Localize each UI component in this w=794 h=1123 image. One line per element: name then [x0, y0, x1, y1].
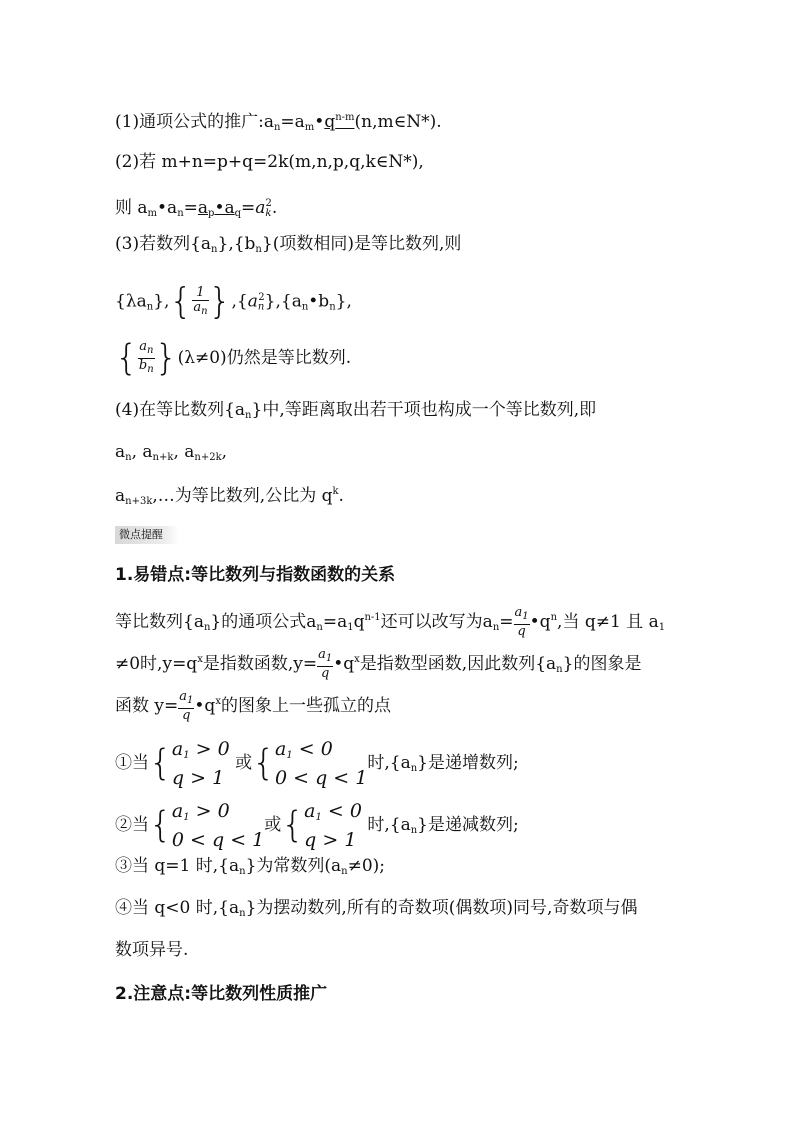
case-2: ②当{ $a_1 > 0$ 0 < q < 1 或{ $a_1 < 0$ q > 1 时$,\{a_n\}$是递减数列; [115, 800, 519, 851]
section-1-p1: 等比数列$\{a_n\}$的通项公式$a_n=a_1q^{n-1}$还可以改写为$a_n=$ $\frac{a_1}{q}$ $•q^n$,当 q≠1 且 $a_1$ [115, 605, 666, 639]
item-1-label: (1)通项公式的推广: [115, 112, 264, 132]
tip-badge: 微点提醒 [115, 526, 179, 544]
section-1-p3: 函数 y= $\frac{a_1}{q}$ $•q^x$的图象上一些孤立的点 [115, 689, 391, 723]
case-1: ①当{ $a_1 > 0$ q > 1 或{ $a_1 < 0$ 0 < q < 1 时$,\{a_n\}$是递增数列; [115, 738, 519, 789]
section-1-heading: 1.易错点:等比数列与指数函数的关系 [115, 565, 396, 585]
case-4-cont: 数项异号. [115, 940, 189, 960]
case-4: ④当 q<0 时$,\{a_n\}$为摆动数列,所有的奇数项(偶数项)同号,奇数项与偶 [115, 898, 638, 919]
case-3: ③当 q=1 时$,\{a_n\}$为常数列$(a_n\ne 0)$; [115, 856, 386, 877]
item-3-quotient: { $\frac{a_n}{b_n}$ }(λ≠0)仍然是等比数列. [115, 337, 352, 379]
item-3: (3)若数列$\{a_n\},\{b_n\}$(项数相同)是等比数列,则 [115, 234, 462, 255]
section-1-p2: ≠0时$,y=q^x$是指数函数,y= $\frac{a_1}{q}$ $•q^x$是指数型函数,因此数列$\{a_n\}$的图象是 [115, 647, 642, 681]
item-2: (2)若 m+n=p+q=2k(m,n,p,q,k∈N*), [115, 152, 424, 172]
item-4-conclusion: $a_{n+3k},\dots$为等比数列,公比为 $q^k$. [115, 486, 344, 507]
item-1: (1)通项公式的推广$:a_n=a_m•q^{n-m}(n,m\in N*)$. [115, 112, 442, 133]
item-3-sequences: $\{\lambda a_n\}$,{ $\frac{1}{a_n}$ }$,\{a_n^2\},\{a_n•b_n\}$, [115, 281, 352, 322]
item-4-terms: $a_n$, $a_{n+k}$, $a_{n+2k}$, [115, 442, 228, 463]
item-2-result: 则 $a_m•a_n=a_p•a_q=a_k^2$. [115, 198, 278, 219]
item-4: (4)在等比数列$\{a_n\}$中,等距离取出若干项也构成一个等比数列,即 [115, 400, 597, 421]
section-2-heading: 2.注意点:等比数列性质推广 [115, 984, 328, 1004]
